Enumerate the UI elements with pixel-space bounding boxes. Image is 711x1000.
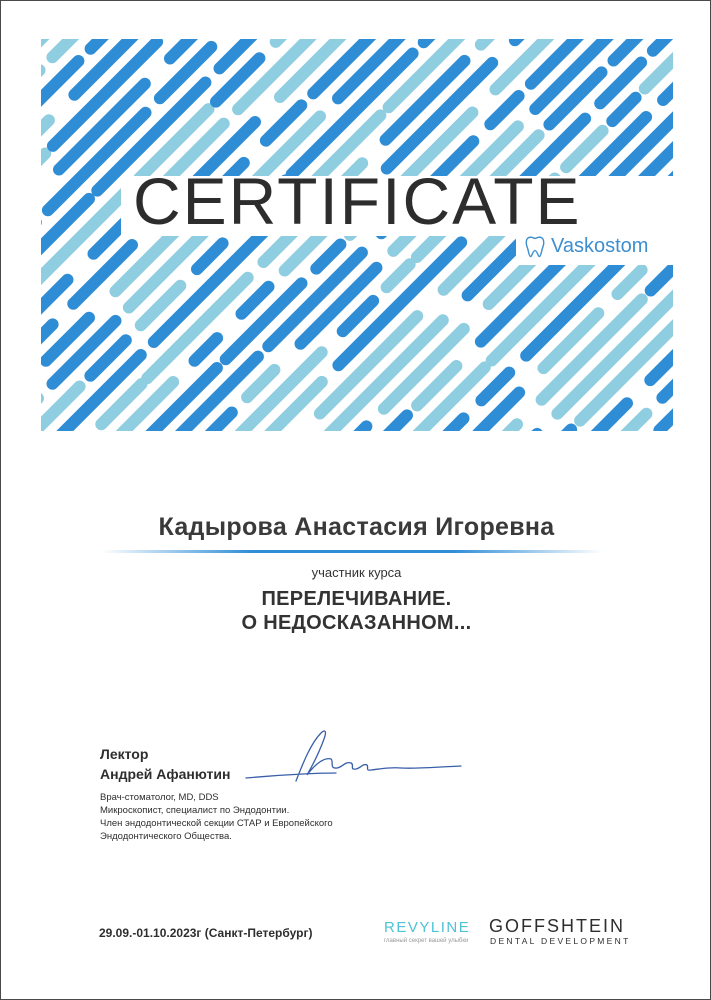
tooth-icon — [525, 236, 545, 258]
pattern-stripe — [1, 13, 37, 55]
pattern-stripe — [15, 70, 39, 94]
pattern-stripe — [1, 195, 33, 253]
pattern-stripe — [1, 10, 70, 114]
pattern-stripe — [374, 418, 464, 451]
pattern-stripe — [702, 75, 711, 121]
brand-logo — [525, 235, 648, 258]
pattern-stripe — [73, 245, 132, 304]
pattern-stripe — [547, 414, 646, 451]
pattern-stripe — [580, 308, 692, 420]
pattern-stripe — [544, 313, 599, 368]
pattern-stripe — [276, 1, 364, 42]
pattern-stripe — [515, 1, 571, 40]
pattern-stripe — [195, 338, 218, 361]
pattern-stripe — [168, 1, 258, 31]
pattern-stripe — [197, 243, 223, 269]
certificate-title: CERTIFICATE — [133, 164, 582, 238]
brand-name: Vaskostom — [551, 235, 649, 257]
pattern-stripe — [481, 373, 509, 401]
pattern-stripe — [481, 1, 566, 45]
recipient-name: Кадырова Анастасия Игоревна — [158, 513, 555, 541]
pattern-stripe — [1, 398, 38, 451]
lecturer-signature — [241, 723, 481, 793]
pattern-stripe — [7, 154, 45, 193]
pattern-stripe — [387, 264, 410, 287]
pattern-stripe — [170, 1, 265, 59]
pattern-stripe — [1, 329, 18, 378]
event-date: 29.09.-01.10.2023г (Санкт-Петербург) — [99, 926, 313, 940]
pattern-stripe — [618, 270, 642, 294]
pattern-stripe — [220, 1, 323, 68]
lecturer-credentials — [100, 791, 333, 843]
pattern-stripe — [581, 431, 689, 451]
pattern-stripe — [662, 343, 711, 397]
lecturer-label: Лектор — [100, 746, 149, 762]
pattern-stripe — [247, 370, 274, 397]
pattern-stripe — [689, 257, 711, 283]
pattern-stripe — [499, 430, 571, 452]
pattern-stripe — [490, 96, 518, 124]
pattern-stripe — [242, 287, 269, 314]
lecturer-name: Андрей Афанютин — [100, 766, 231, 782]
pattern-stripe — [13, 450, 46, 451]
course-title — [1, 587, 711, 635]
pattern-stripe — [612, 98, 635, 121]
pattern-stripe — [311, 415, 407, 451]
pattern-stripe — [1, 222, 36, 348]
course-title-line-2: О НЕДОСКАЗАННОМ... — [241, 612, 472, 634]
credential-line: Член эндодонтической секции СТАР и Европейского — [100, 818, 333, 829]
pattern-stripe — [238, 439, 295, 452]
pattern-stripe — [598, 1, 702, 17]
pattern-stripe — [316, 245, 340, 269]
pattern-stripe — [690, 364, 711, 451]
pattern-stripe — [1, 1, 24, 75]
pattern-stripe — [510, 434, 538, 451]
pattern-stripe — [4, 193, 125, 314]
course-title-line-1: ПЕРЕЛЕЧИВАНИЕ. — [261, 588, 452, 610]
pattern-stripe — [659, 332, 711, 431]
pattern-stripe — [424, 1, 530, 42]
credential-line: Эндодонтического Общества. — [100, 831, 232, 842]
pattern-stripe — [1, 385, 22, 436]
goffshtein-subtitle: DENTAL DEVELOPMENT — [490, 936, 631, 946]
revyline-tagline: главный секрет вашей улыбки — [384, 938, 469, 944]
credential-line: Микроскопист, специалист по Эндодонтии. — [100, 805, 290, 816]
credential-line: Врач-стоматолог, MD, DDS — [100, 792, 219, 803]
pattern-stripe — [77, 1, 178, 3]
goffshtein-logo: GOFFSHTEIN — [489, 916, 625, 936]
pattern-stripe — [1, 1, 25, 63]
pattern-stripe — [235, 1, 266, 24]
pattern-stripe — [706, 98, 711, 147]
pattern-stripe — [653, 1, 711, 51]
revyline-logo: REVYLINE — [384, 919, 471, 936]
name-underline — [101, 550, 603, 553]
recipient-role: участник курса — [311, 565, 402, 580]
pattern-stripe — [1, 324, 53, 450]
pattern-stripe — [30, 280, 68, 318]
